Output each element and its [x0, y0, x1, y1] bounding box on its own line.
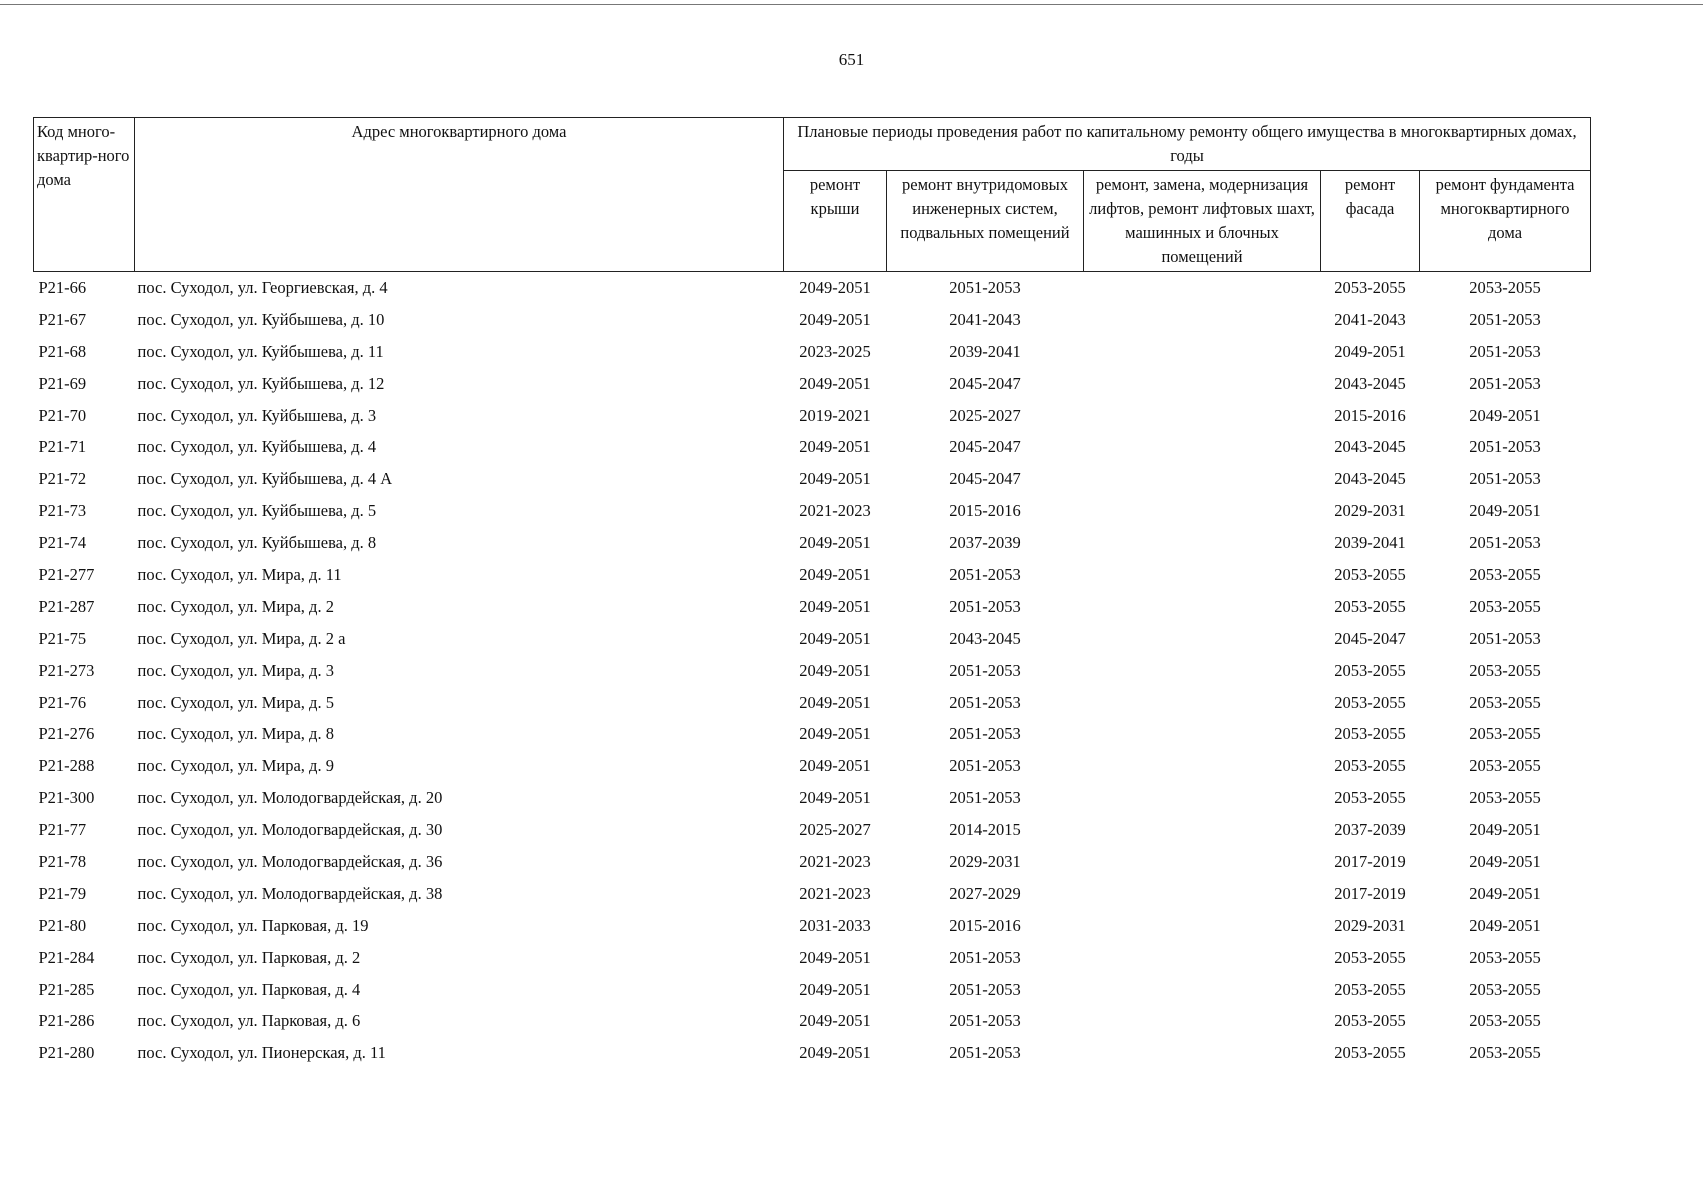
cell-foundation: 2053-2055 — [1469, 277, 1541, 297]
cell-code: Р21-69 — [38, 373, 87, 393]
cell-roof: 2049-2051 — [799, 660, 871, 680]
cell-code: Р21-288 — [38, 756, 95, 776]
capital-repair-table — [33, 117, 1591, 1069]
header-code: Код много-квартир-ного дома — [34, 118, 135, 272]
cell-foundation: 2049-2051 — [1469, 915, 1541, 935]
table-row — [34, 463, 1591, 495]
cell-lifts — [1084, 591, 1321, 623]
cell-foundation: 2053-2055 — [1469, 692, 1541, 712]
cell-foundation: 2049-2051 — [1469, 820, 1541, 840]
cell-lifts — [1084, 623, 1321, 655]
cell-foundation: 2049-2051 — [1469, 405, 1541, 425]
cell-lifts — [1084, 750, 1321, 782]
cell-facade: 2015-2016 — [1334, 405, 1406, 425]
cell-facade: 2053-2055 — [1334, 756, 1406, 776]
cell-code: Р21-276 — [38, 724, 95, 744]
table-row — [34, 718, 1591, 750]
cell-address: пос. Суходол, ул. Мира, д. 11 — [137, 564, 342, 584]
cell-facade: 2017-2019 — [1334, 851, 1406, 871]
cell-lifts — [1084, 814, 1321, 846]
table-row — [34, 304, 1591, 336]
cell-code: Р21-78 — [38, 851, 87, 871]
cell-address: пос. Суходол, ул. Мира, д. 5 — [137, 692, 334, 712]
header-lifts: ремонт, замена, модернизация лифтов, ремонт лифтовых шахт, машинных и блочных помещений — [1084, 171, 1321, 272]
cell-address: пос. Суходол, ул. Молодогвардейская, д. 36 — [137, 851, 443, 871]
table-row — [34, 368, 1591, 400]
cell-facade: 2053-2055 — [1334, 1043, 1406, 1063]
cell-address: пос. Суходол, ул. Молодогвардейская, д. 38 — [137, 883, 443, 903]
cell-lifts — [1084, 431, 1321, 463]
table-row — [34, 782, 1591, 814]
cell-facade: 2053-2055 — [1334, 277, 1406, 297]
table-row — [34, 559, 1591, 591]
cell-code: Р21-75 — [38, 628, 87, 648]
table-row — [34, 495, 1591, 527]
table-row — [34, 750, 1591, 782]
cell-lifts — [1084, 782, 1321, 814]
cell-roof: 2049-2051 — [799, 373, 871, 393]
table-row — [34, 687, 1591, 719]
cell-code: Р21-72 — [38, 469, 87, 489]
cell-address: пос. Суходол, ул. Парковая, д. 19 — [137, 915, 369, 935]
table-row — [34, 272, 1591, 304]
cell-engineering: 2045-2047 — [949, 469, 1021, 489]
cell-lifts — [1084, 336, 1321, 368]
cell-facade: 2053-2055 — [1334, 564, 1406, 584]
cell-engineering: 2051-2053 — [949, 756, 1021, 776]
cell-code: Р21-277 — [38, 564, 95, 584]
cell-foundation: 2051-2053 — [1469, 437, 1541, 457]
cell-address: пос. Суходол, ул. Георгиевская, д. 4 — [137, 277, 388, 297]
cell-lifts — [1084, 974, 1321, 1006]
cell-facade: 2037-2039 — [1334, 820, 1406, 840]
cell-engineering: 2015-2016 — [949, 915, 1021, 935]
cell-code: Р21-70 — [38, 405, 87, 425]
cell-facade: 2049-2051 — [1334, 341, 1406, 361]
cell-engineering: 2051-2053 — [949, 596, 1021, 616]
cell-engineering: 2045-2047 — [949, 373, 1021, 393]
cell-facade: 2029-2031 — [1334, 501, 1406, 521]
cell-facade: 2043-2045 — [1334, 437, 1406, 457]
table-row — [34, 814, 1591, 846]
cell-code: Р21-280 — [38, 1043, 95, 1063]
table-row — [34, 400, 1591, 432]
cell-code: Р21-74 — [38, 533, 87, 553]
table-row — [34, 910, 1591, 942]
cell-code: Р21-68 — [38, 341, 87, 361]
cell-lifts — [1084, 718, 1321, 750]
cell-facade: 2053-2055 — [1334, 596, 1406, 616]
cell-address: пос. Суходол, ул. Молодогвардейская, д. 30 — [137, 820, 443, 840]
cell-engineering: 2037-2039 — [949, 533, 1021, 553]
cell-lifts — [1084, 878, 1321, 910]
table-row — [34, 846, 1591, 878]
cell-address: пос. Суходол, ул. Мира, д. 2 — [137, 596, 334, 616]
header-facade: ремонт фасада — [1321, 171, 1420, 272]
cell-roof: 2031-2033 — [799, 915, 871, 935]
cell-code: Р21-71 — [38, 437, 87, 457]
cell-address: пос. Суходол, ул. Куйбышева, д. 10 — [137, 309, 385, 329]
table-row — [34, 1005, 1591, 1037]
cell-address: пос. Суходол, ул. Куйбышева, д. 5 — [137, 501, 377, 521]
cell-address: пос. Суходол, ул. Куйбышева, д. 12 — [137, 373, 385, 393]
table-row — [34, 591, 1591, 623]
cell-facade: 2053-2055 — [1334, 724, 1406, 744]
cell-address: пос. Суходол, ул. Куйбышева, д. 4 А — [137, 469, 393, 489]
cell-roof: 2049-2051 — [799, 277, 871, 297]
table-row — [34, 336, 1591, 368]
cell-engineering: 2051-2053 — [949, 564, 1021, 584]
cell-lifts — [1084, 527, 1321, 559]
cell-lifts — [1084, 655, 1321, 687]
cell-address: пос. Суходол, ул. Мира, д. 9 — [137, 756, 334, 776]
table-row — [34, 942, 1591, 974]
table-row — [34, 431, 1591, 463]
cell-code: Р21-285 — [38, 979, 95, 999]
cell-engineering: 2051-2053 — [949, 660, 1021, 680]
cell-foundation: 2053-2055 — [1469, 756, 1541, 776]
cell-roof: 2049-2051 — [799, 437, 871, 457]
cell-engineering: 2014-2015 — [949, 820, 1021, 840]
cell-roof: 2025-2027 — [799, 820, 871, 840]
cell-roof: 2023-2025 — [799, 341, 871, 361]
cell-roof: 2049-2051 — [799, 724, 871, 744]
header-periods-group: Плановые периоды проведения работ по капитальному ремонту общего имущества в многоквартирных домах, годы — [784, 118, 1591, 171]
cell-code: Р21-73 — [38, 501, 87, 521]
cell-lifts — [1084, 495, 1321, 527]
cell-roof: 2021-2023 — [799, 883, 871, 903]
cell-foundation: 2051-2053 — [1469, 309, 1541, 329]
cell-foundation: 2053-2055 — [1469, 1011, 1541, 1031]
cell-address: пос. Суходол, ул. Пионерская, д. 11 — [137, 1043, 386, 1063]
page-number: 651 — [838, 50, 865, 69]
cell-code: Р21-300 — [38, 788, 95, 808]
cell-roof: 2019-2021 — [799, 405, 871, 425]
cell-engineering: 2051-2053 — [949, 1043, 1021, 1063]
cell-facade: 2053-2055 — [1334, 692, 1406, 712]
cell-facade: 2053-2055 — [1334, 660, 1406, 680]
cell-roof: 2049-2051 — [799, 1043, 871, 1063]
cell-engineering: 2051-2053 — [949, 277, 1021, 297]
cell-address: пос. Суходол, ул. Мира, д. 3 — [137, 660, 334, 680]
cell-lifts — [1084, 846, 1321, 878]
cell-facade: 2029-2031 — [1334, 915, 1406, 935]
cell-lifts — [1084, 559, 1321, 591]
cell-lifts — [1084, 942, 1321, 974]
cell-roof: 2049-2051 — [799, 1011, 871, 1031]
cell-roof: 2021-2023 — [799, 851, 871, 871]
cell-engineering: 2041-2043 — [949, 309, 1021, 329]
cell-facade: 2053-2055 — [1334, 1011, 1406, 1031]
cell-facade: 2041-2043 — [1334, 309, 1406, 329]
header-address: Адрес многоквартирного дома — [135, 118, 784, 272]
cell-address: пос. Суходол, ул. Куйбышева, д. 4 — [137, 437, 377, 457]
header-engineering: ремонт внутридомовых инженерных систем, подвальных помещений — [887, 171, 1084, 272]
cell-code: Р21-284 — [38, 947, 95, 967]
cell-facade: 2043-2045 — [1334, 469, 1406, 489]
cell-code: Р21-77 — [38, 820, 87, 840]
cell-address: пос. Суходол, ул. Куйбышева, д. 8 — [137, 533, 377, 553]
cell-code: Р21-273 — [38, 660, 95, 680]
table-row — [34, 623, 1591, 655]
cell-lifts — [1084, 910, 1321, 942]
cell-foundation: 2051-2053 — [1469, 341, 1541, 361]
cell-foundation: 2053-2055 — [1469, 979, 1541, 999]
cell-lifts — [1084, 1037, 1321, 1069]
cell-foundation: 2053-2055 — [1469, 788, 1541, 808]
cell-code: Р21-79 — [38, 883, 87, 903]
cell-facade: 2045-2047 — [1334, 628, 1406, 648]
header-foundation: ремонт фундамента многоквартирного дома — [1420, 171, 1591, 272]
table-row — [34, 1037, 1591, 1069]
cell-foundation: 2053-2055 — [1469, 1043, 1541, 1063]
cell-code: Р21-80 — [38, 915, 87, 935]
cell-address: пос. Суходол, ул. Молодогвардейская, д. 20 — [137, 788, 443, 808]
cell-foundation: 2053-2055 — [1469, 660, 1541, 680]
cell-code: Р21-286 — [38, 1011, 95, 1031]
cell-foundation: 2049-2051 — [1469, 501, 1541, 521]
cell-engineering: 2025-2027 — [949, 405, 1021, 425]
cell-engineering: 2051-2053 — [949, 1011, 1021, 1031]
cell-lifts — [1084, 463, 1321, 495]
cell-code: Р21-66 — [38, 277, 87, 297]
cell-lifts — [1084, 368, 1321, 400]
cell-roof: 2049-2051 — [799, 564, 871, 584]
cell-address: пос. Суходол, ул. Мира, д. 8 — [137, 724, 334, 744]
cell-foundation: 2051-2053 — [1469, 628, 1541, 648]
cell-roof: 2049-2051 — [799, 469, 871, 489]
cell-foundation: 2051-2053 — [1469, 533, 1541, 553]
cell-roof: 2049-2051 — [799, 628, 871, 648]
cell-facade: 2053-2055 — [1334, 947, 1406, 967]
cell-lifts — [1084, 687, 1321, 719]
cell-roof: 2049-2051 — [799, 533, 871, 553]
table-row — [34, 974, 1591, 1006]
cell-roof: 2049-2051 — [799, 788, 871, 808]
cell-engineering: 2051-2053 — [949, 947, 1021, 967]
cell-roof: 2049-2051 — [799, 979, 871, 999]
cell-roof: 2049-2051 — [799, 756, 871, 776]
cell-roof: 2049-2051 — [799, 596, 871, 616]
cell-facade: 2017-2019 — [1334, 883, 1406, 903]
header-roof: ремонт крыши — [784, 171, 887, 272]
cell-roof: 2021-2023 — [799, 501, 871, 521]
cell-address: пос. Суходол, ул. Куйбышева, д. 11 — [137, 341, 384, 361]
cell-code: Р21-287 — [38, 596, 95, 616]
table-body — [34, 272, 1591, 1070]
cell-foundation: 2049-2051 — [1469, 851, 1541, 871]
cell-lifts — [1084, 1005, 1321, 1037]
cell-foundation: 2051-2053 — [1469, 373, 1541, 393]
cell-address: пос. Суходол, ул. Мира, д. 2 а — [137, 628, 346, 648]
cell-facade: 2053-2055 — [1334, 979, 1406, 999]
cell-foundation: 2053-2055 — [1469, 596, 1541, 616]
cell-engineering: 2051-2053 — [949, 979, 1021, 999]
cell-engineering: 2051-2053 — [949, 788, 1021, 808]
cell-foundation: 2053-2055 — [1469, 724, 1541, 744]
table-header — [34, 118, 1591, 272]
cell-lifts — [1084, 272, 1321, 304]
page-top-rule — [0, 4, 1703, 5]
cell-engineering: 2043-2045 — [949, 628, 1021, 648]
cell-foundation: 2051-2053 — [1469, 469, 1541, 489]
cell-address: пос. Суходол, ул. Парковая, д. 2 — [137, 947, 361, 967]
cell-lifts — [1084, 304, 1321, 336]
cell-foundation: 2049-2051 — [1469, 883, 1541, 903]
table-row — [34, 878, 1591, 910]
cell-engineering: 2051-2053 — [949, 692, 1021, 712]
cell-engineering: 2045-2047 — [949, 437, 1021, 457]
table-row — [34, 527, 1591, 559]
cell-code: Р21-76 — [38, 692, 87, 712]
cell-code: Р21-67 — [38, 309, 87, 329]
cell-lifts — [1084, 400, 1321, 432]
cell-facade: 2053-2055 — [1334, 788, 1406, 808]
cell-engineering: 2029-2031 — [949, 851, 1021, 871]
cell-address: пос. Суходол, ул. Парковая, д. 6 — [137, 1011, 361, 1031]
cell-engineering: 2039-2041 — [949, 341, 1021, 361]
cell-foundation: 2053-2055 — [1469, 564, 1541, 584]
cell-roof: 2049-2051 — [799, 692, 871, 712]
table-row — [34, 655, 1591, 687]
cell-roof: 2049-2051 — [799, 309, 871, 329]
cell-engineering: 2051-2053 — [949, 724, 1021, 744]
cell-roof: 2049-2051 — [799, 947, 871, 967]
cell-engineering: 2027-2029 — [949, 883, 1021, 903]
cell-facade: 2039-2041 — [1334, 533, 1406, 553]
cell-address: пос. Суходол, ул. Парковая, д. 4 — [137, 979, 361, 999]
cell-engineering: 2015-2016 — [949, 501, 1021, 521]
cell-foundation: 2053-2055 — [1469, 947, 1541, 967]
cell-facade: 2043-2045 — [1334, 373, 1406, 393]
cell-address: пос. Суходол, ул. Куйбышева, д. 3 — [137, 405, 377, 425]
